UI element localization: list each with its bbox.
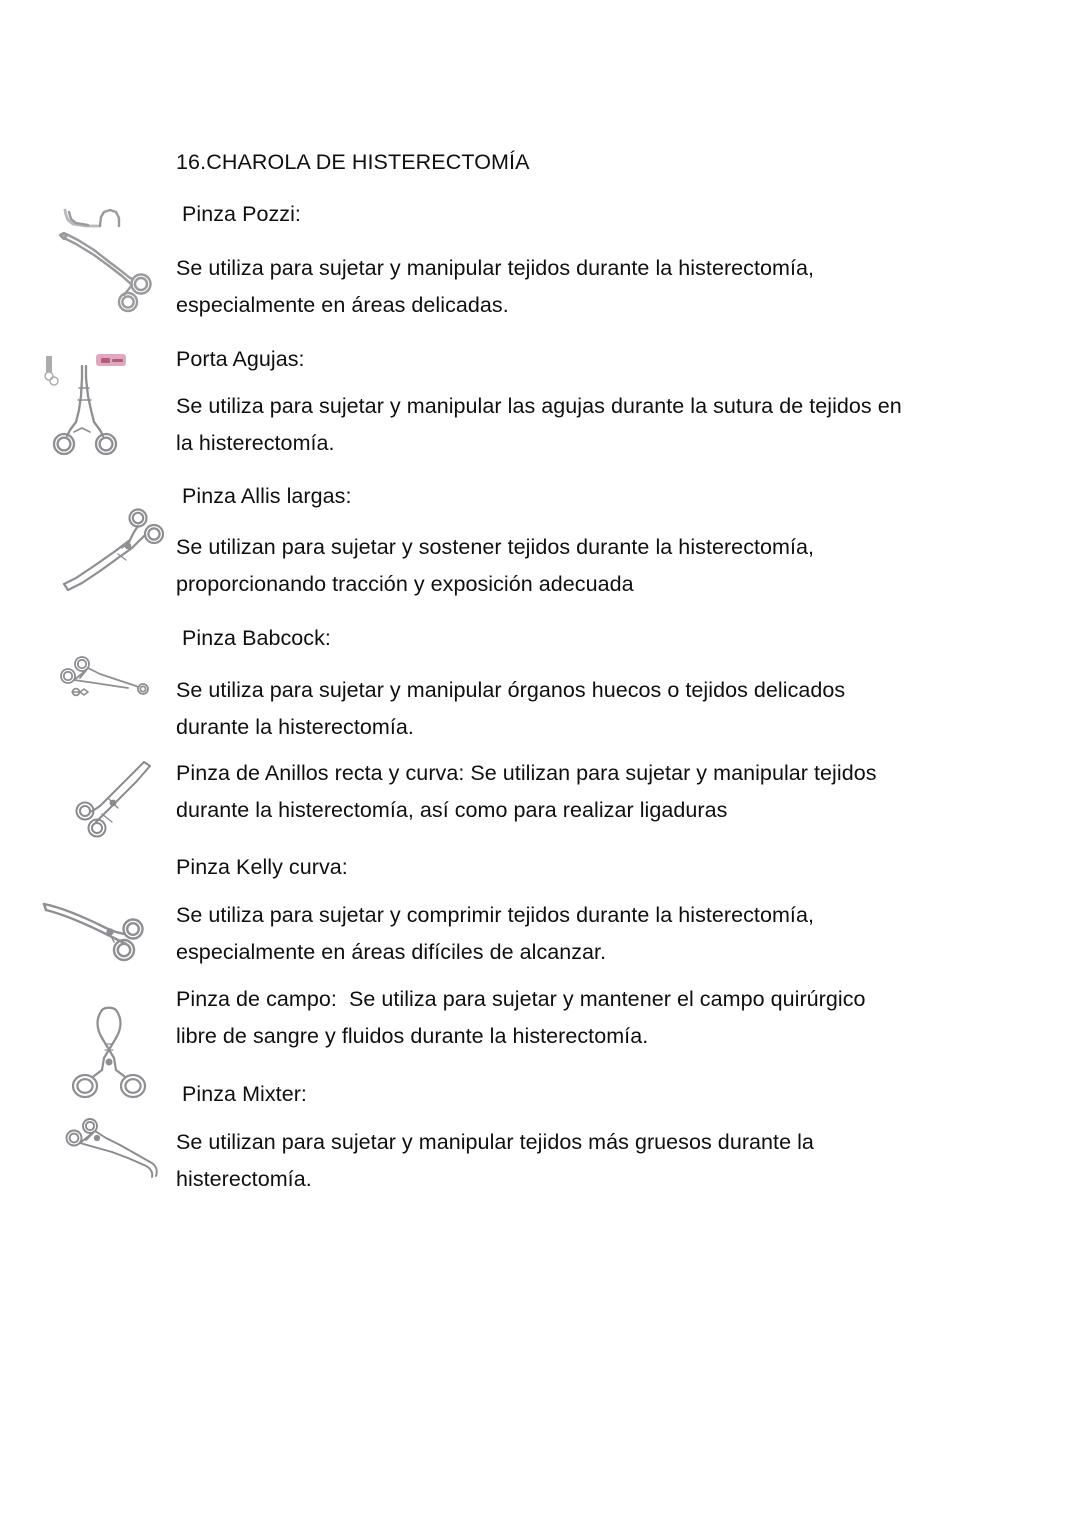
heading-pinza-babcock: Pinza Babcock:: [176, 626, 331, 650]
paragraph-pinza-mixter: Se utilizan para sujetar y manipular tejidos más gruesos durante la histerectomía.: [176, 1130, 820, 1191]
heading-pinza-pozzi: Pinza Pozzi:: [176, 202, 301, 226]
watermark-logo: [96, 354, 126, 366]
paragraph-pinza-anillos: Pinza de Anillos recta y curva: Se utilizan para sujetar y manipular tejidos durante la histerectomía, así como para realizar ligaduras: [176, 761, 883, 822]
heading-pinza-mixter: Pinza Mixter:: [176, 1082, 307, 1106]
pinza-allis-image: [58, 502, 174, 598]
heading-porta-agujas: Porta Agujas:: [176, 347, 305, 371]
paragraph-porta-agujas: Se utiliza para sujetar y manipular las agujas durante la sutura de tejidos en la histerectomía.: [176, 394, 908, 455]
pinza-pozzi-image: [42, 198, 170, 330]
pinza-anillos-image: [72, 752, 180, 848]
paragraph-pinza-pozzi: Se utiliza para sujetar y manipular tejidos durante la histerectomía, especialmente en áreas delicadas.: [176, 256, 821, 317]
pinza-campo-image: [58, 1004, 162, 1108]
paragraph-pinza-allis: Se utilizan para sujetar y sostener tejidos durante la histerectomía, proporcionando tracción y exposición adecuada: [176, 535, 821, 596]
pinza-kelly-image: [38, 884, 156, 974]
pinza-babcock-image: [54, 648, 170, 732]
paragraph-pinza-campo: Pinza de campo: Se utiliza para sujetar y mantener el campo quirúrgico libre de sangre y fluidos durante la histerectomía.: [176, 987, 872, 1048]
paragraph-pinza-babcock: Se utiliza para sujetar y manipular órganos huecos o tejidos delicados durante la histerectomía.: [176, 678, 852, 739]
page-title: 16.CHAROLA DE HISTERECTOMÍA: [176, 150, 530, 174]
pinza-mixter-image: [58, 1114, 174, 1190]
heading-pinza-allis: Pinza Allis largas:: [176, 484, 352, 508]
porta-agujas-image: [38, 348, 170, 466]
heading-pinza-kelly: Pinza Kelly curva:: [176, 855, 348, 879]
paragraph-pinza-kelly: Se utiliza para sujetar y comprimir tejidos durante la histerectomía, especialmente en áreas difíciles de alcanzar.: [176, 903, 821, 964]
